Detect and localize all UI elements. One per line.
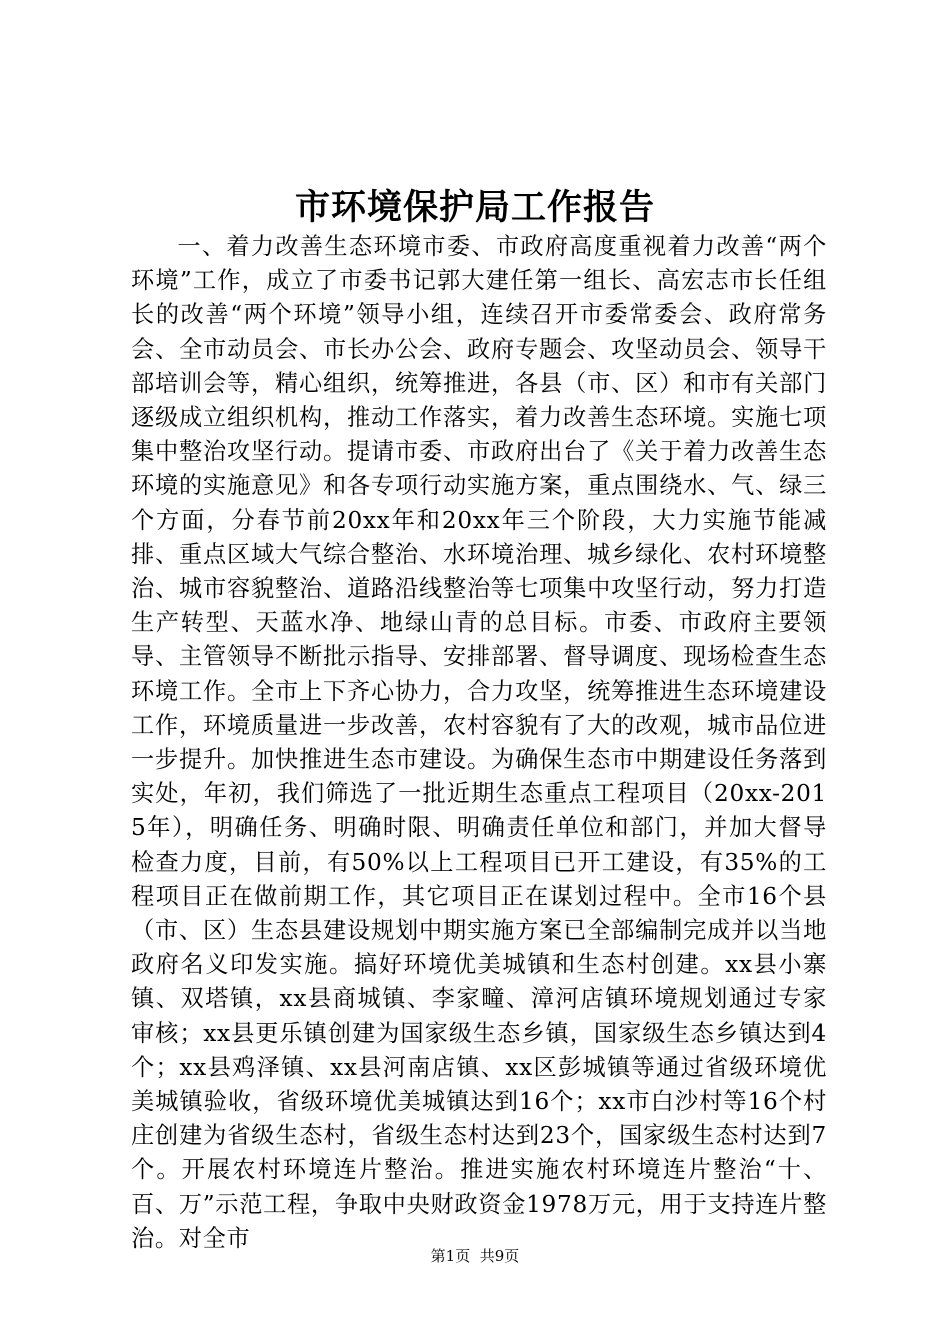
page-number-total: 共9页 [479, 1247, 520, 1265]
document-title: 市环境保护局工作报告 [294, 187, 655, 228]
page-footer [0, 1245, 950, 1267]
page-number-current: 第1页 [430, 1247, 471, 1265]
document-body-paragraph: 一、着力改善生态环境市委、市政府高度重视着力改善“两个环境”工作，成立了市委书记郭大建任第一组长、高宏志市长任组长的改善“两个环境”领导小组，连续召开市委常委会、政府常务会、全市动员会、市长办公会、政府专题会、攻坚动员会、领导干部培训会等，精心组织，统筹推进，各县（市、区）和市有关部门逐级成立组织机构，推动工作落实，着力改善生态环境。实施七项集中整治攻坚行动。提请市委、市政府出台了《关于着力改善生态环境的实施意见》和各专项行动实施方案，重点围绕水、气、绿三个方面，分春节前20xx年和20xx年三个阶段，大力实施节能减排、重点区域大气综合整治、水环境治理、城乡绿化、农村环境整治、城市容貌整治、道路沿线整治等七项集中攻坚行动，努力打造生产转型、天蓝水净、地绿山青的总目标。市委、市政府主要领导、主管领导不断批示指导、安排部署、督导调度、现场检查生态环境工作。全市上下齐心协力，合力攻坚，统筹推进生态环境建设工作，环境质量进一步改善，农村容貌有了大的改观，城市品位进一步提升。加快推进生态市建设。为确保生态市中期建设任务落到实处，年初，我们筛选了一批近期生态重点工程项目（20xx-2015年），明确任务、明确时限、明确责任单位和部门，并加大督导检查力度，目前，有50%以上工程项目已开工建设，有35%的工程项目正在做前期工作，其它项目正在谋划过程中。全市16个县（市、区）生态县建设规划中期实施方案已全部编制完成并以当地政府名义印发实施。搞好环境优美城镇和生态村创建。xx县小寨镇、双塔镇，xx县商城镇、李家疃、漳河店镇环境规划通过专家审核；xx县更乐镇创建为国家级生态乡镇，国家级生态乡镇达到4个；xx县鸡泽镇、xx县河南店镇、xx区彭城镇等通过省级环境优美城镇验收，省级环境优美城镇达到16个；xx市白沙村等16个村庄创建为省级生态村，省级生态村达到23个，国家级生态村达到7个。开展农村环境连片整治。推进实施农村环境连片整治“十、百、万”示范工程，争取中央财政资金1978万元，用于支持连片整治。对全市 [131, 233, 827, 1252]
footer-separator [470, 1247, 480, 1265]
